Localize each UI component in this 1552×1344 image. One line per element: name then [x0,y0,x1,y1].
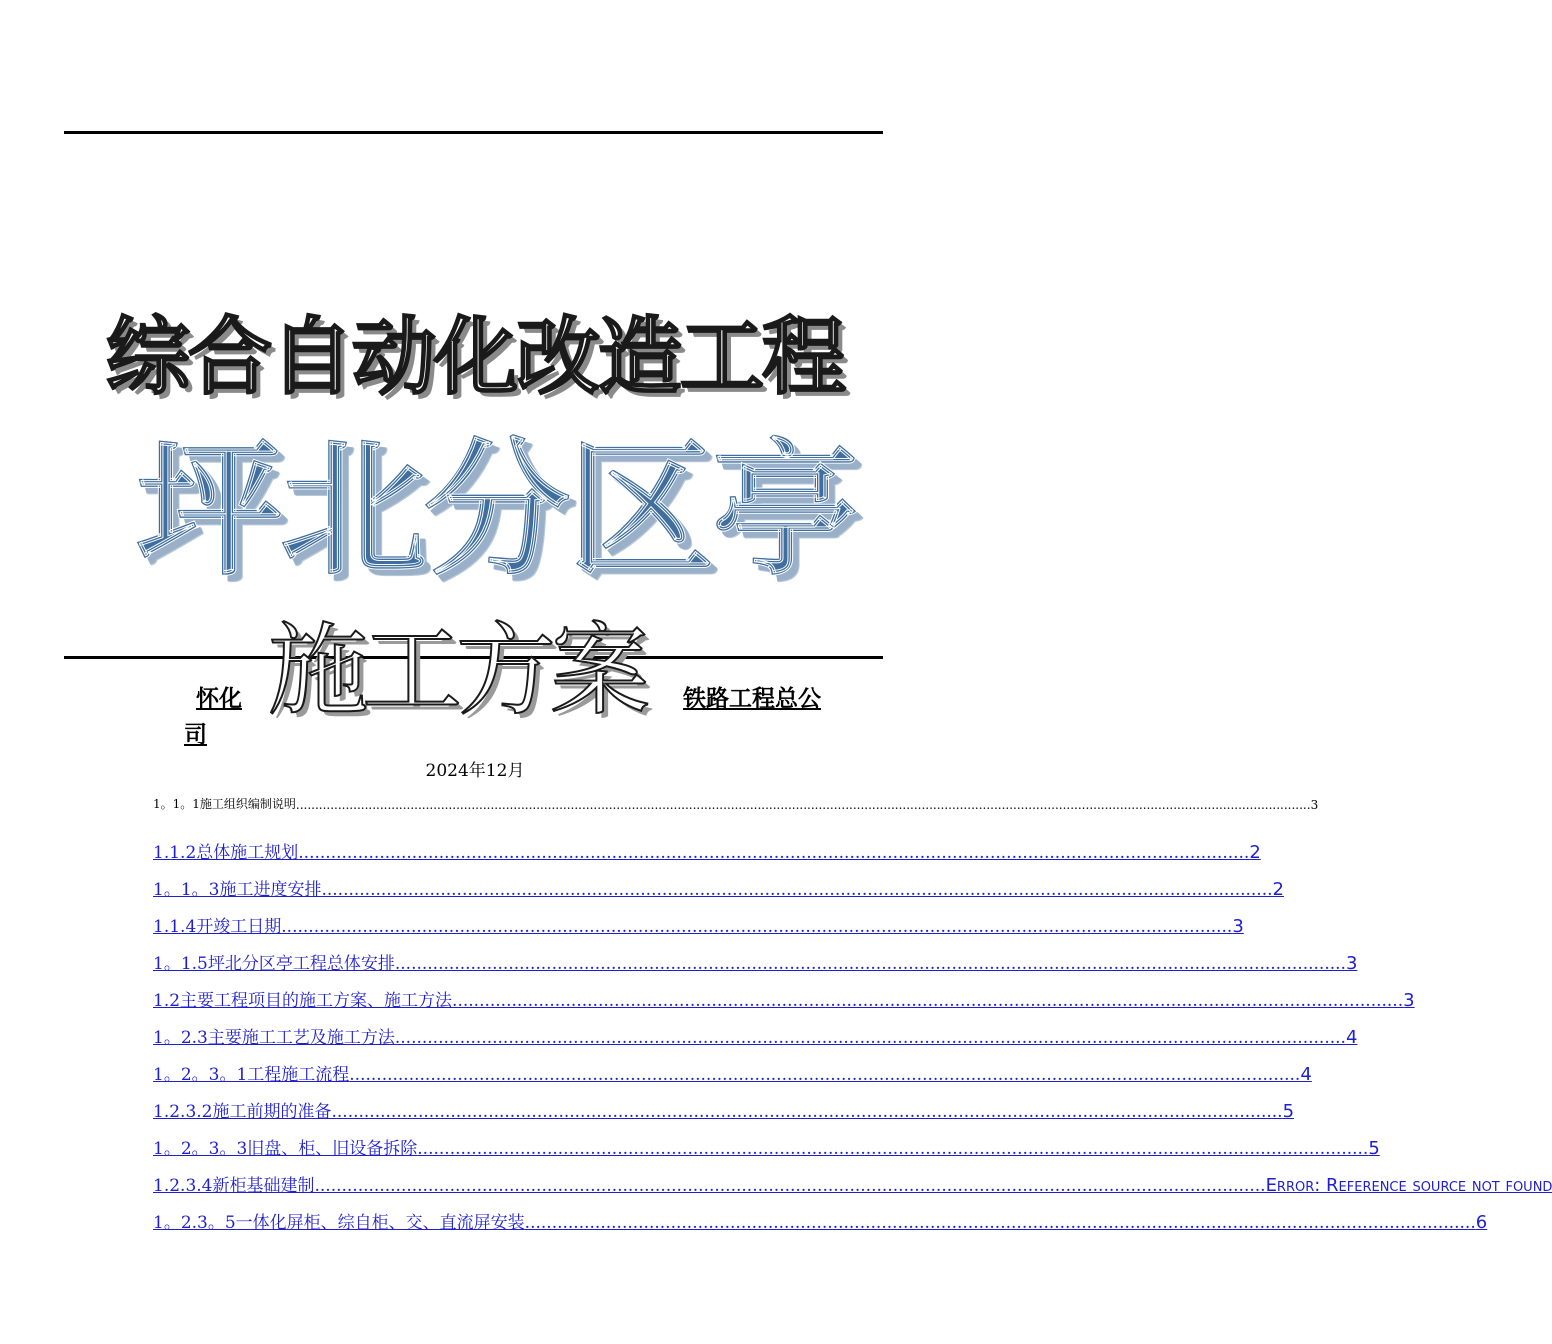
toc-link[interactable] [153,900,1244,937]
company-name-left: 怀化 [196,686,242,712]
toc-entry-label: 1.2.3.4新柜基础建制 [153,1176,315,1196]
title-line-2: 坪北分区亭 [135,424,855,596]
toc-link[interactable] [153,1085,1295,1122]
toc-leader-dots: .......................................................................................................................................................................................................................................................................... [295,798,1311,812]
toc-leader-dots: ................................................................................................................................................................................ [524,1213,1476,1233]
toc-link[interactable] [153,1048,1312,1085]
title-line-1: 综合自动化改造工程 [105,308,844,406]
toc-entry-page: 5 [1282,1101,1295,1122]
toc-entry-label: 1.2主要工程项目的施工方案、施工方法 [153,991,453,1011]
toc-link[interactable] [153,1159,1552,1196]
toc-entry-page: 4 [1300,1064,1312,1085]
toc-link[interactable] [153,1011,1358,1048]
toc-entry [153,790,1319,812]
company-name-wrap: 司 [184,722,207,748]
toc-link[interactable] [153,826,1261,863]
toc-link[interactable] [153,1196,1488,1233]
toc-entry-label: 1.1.2总体施工规划 [153,843,299,863]
toc-entry-page: 2 [1272,879,1284,900]
toc-leader-dots: ................................................................................................................................................................................ [452,991,1404,1011]
toc-entry-page: 3 [1232,916,1244,937]
toc-entry-page: 3 [1310,798,1319,812]
toc-entry-label: 1。2。3。1工程施工流程 [153,1065,350,1085]
toc-entry-page: 3 [1403,990,1415,1011]
document-date: 2024年12月 [425,761,525,781]
toc-leader-dots: ................................................................................................................................................................................ [394,954,1346,974]
title-line-3: 施工方案 [268,612,644,729]
company-name-right: 铁路工程总公 [683,686,821,712]
toc-leader-dots: ................................................................................................................................................................................ [314,1176,1266,1196]
toc-entry-label: 1.2.3.2施工前期的准备 [153,1102,332,1122]
top-rule [64,131,883,134]
toc-entry-label: 1。1。1施工组织编制说明 [153,797,296,811]
toc-leader-dots: ................................................................................................................................................................................ [349,1065,1301,1085]
toc-leader-dots: ................................................................................................................................................................................ [417,1139,1369,1159]
toc-entry-label: 1。1。3施工进度安排 [153,880,322,900]
toc-entry-label: 1。2.3。5一体化屏柜、综自柜、交、直流屏安装 [153,1213,525,1233]
toc-entry-label: 1。2.3主要施工工艺及施工方法 [153,1028,395,1048]
toc-entry-page: 3 [1345,953,1358,974]
toc-link[interactable] [153,863,1284,900]
toc-leader-dots: ................................................................................................................................................................................ [298,843,1250,863]
toc-leader-dots: ................................................................................................................................................................................ [394,1028,1346,1048]
toc-entry-page: 4 [1345,1027,1358,1048]
toc-link[interactable] [153,937,1358,974]
toc-entry-page: 6 [1475,1212,1488,1233]
table-of-contents [153,790,1552,1233]
toc-link[interactable] [153,974,1415,1011]
toc-entry-page-error: Error: Reference source not found [1265,1175,1552,1196]
toc-leader-dots: ................................................................................................................................................................................ [281,917,1233,937]
toc-leader-dots: ................................................................................................................................................................................ [331,1102,1283,1122]
toc-entry-label: 1.1.4开竣工日期 [153,917,282,937]
toc-entry-page: 2 [1249,842,1261,863]
toc-entry-page: 5 [1368,1138,1380,1159]
toc-entry-label: 1。2。3。3旧盘、柜、旧设备拆除 [153,1139,418,1159]
toc-link[interactable] [153,1122,1380,1159]
toc-entry-label: 1。1.5坪北分区亭工程总体安排 [153,954,395,974]
toc-leader-dots: ................................................................................................................................................................................ [321,880,1273,900]
